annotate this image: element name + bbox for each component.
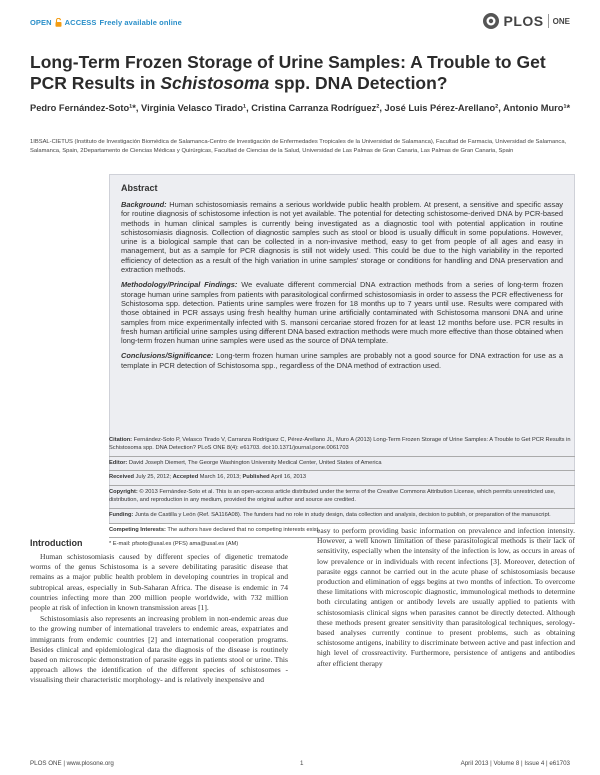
article-title: Long-Term Frozen Storage of Urine Samples: A Trouble to Get PCR Results in Schistosoma spp. DNA Detection?	[30, 52, 546, 93]
page-number: 1	[300, 760, 304, 767]
funding: Funding: Junta de Castilla y León (Ref. SA116A08). The funders had no role in study design, data collection and analysis, decision to publish, or preparation of the manuscript.	[109, 511, 551, 518]
intro-paragraph: Schistosomiasis also represents an increasing problem in non-endemic areas due to the growing number of international travelers to endemic areas, expatriates and immigrants from endemic countries [2] and international cooperation programs. Besides clinical and epidemiological data the diagnosis of the disease is routinely based on microscopic demonstration of parasite eggs in patients stool or urine. This approach allows the identification of the different species of schistosomes -visualising their characteristic morphology- and is relatively inexpensive and	[30, 614, 288, 685]
abstract-background: Background: Human schistosomiasis remains a serious worldwide public health problem. At present, a sensitive and specific assay for routine diagnosis of schistosome infection is not yet available. The potential for detecting schistosome-derived DNA by PCR-based methods in human clinical samples is currently being investigated as a diagnostic tool with potential application in routine schistosomiasis diagnosis. Collection of diagnostic samples such as stool or blood is usually difficult in some populations. However, urine is a biological sample that can be collected in a non-invasive method, easy to get from people of all ages and easy in management, but as a sample for PCR diagnosis is still not widely used. This could be due to the high variability in the reported efficiency of detection as a result of the high variation in urine samples' storage or conditions for handling and DNA preservation and extraction methods.	[121, 200, 563, 275]
divider	[109, 470, 575, 471]
footer-journal: PLOS ONE | www.plosone.org	[30, 760, 114, 767]
intro-column-left	[30, 552, 288, 687]
intro-column-right	[317, 526, 575, 670]
page-footer	[30, 760, 570, 767]
divider	[109, 485, 575, 486]
open-access-word: OPEN	[30, 18, 52, 27]
editor: Editor: David Joseph Diemert, The George Washington University Medical Center, United States of America	[109, 459, 382, 466]
abstract-conclusions: Conclusions/Significance: Long-term frozen human urine samples are probably not a good source for DNA extraction for use as a template in PCR detection of Schistosoma spp., regardless of the DNA method of extraction used.	[121, 351, 563, 370]
author-list: Pedro Fernández-Soto¹*, Virginia Velasco Tirado¹, Cristina Carranza Rodríguez², José Luis Pérez-Arellano², Antonio Muro¹*	[30, 103, 571, 113]
intro-paragraph: Human schistosomiasis caused by different species of digenetic trematode worms of the genus Schistosoma is a severe debilitating parasitic disease that remains as a major public health problem in developing countries in tropical and subtropical areas, especially in Sub-Saharan Africa. The disease is endemic in 74 countries infecting more than 200 million people worldwide, with 732 million people at risk of infection in known transmission areas [1].	[30, 552, 288, 613]
page-header	[30, 10, 570, 38]
abstract-heading: Abstract	[121, 183, 158, 193]
introduction-heading: Introduction	[30, 538, 83, 548]
citation: Citation: Fernández-Soto P, Velasco Tirado V, Carranza Rodríguez C, Pérez-Arellano JL, Muro A (2013) Long-Term Frozen Storage of Urine Samples: A Trouble to Get PCR Results in Schistosoma spp. DNA Detection? PLoS ONE 8(4): e61703. doi:10.1371/journal.pone.0061703	[109, 437, 571, 451]
logo-separator	[548, 14, 549, 28]
contact-email: * E-mail: pfsoto@usal.es (PFS) ama@usal.es (AM)	[109, 541, 239, 548]
plos-logo-icon	[482, 12, 500, 30]
plos-wordmark: PLOS	[503, 13, 544, 29]
divider	[109, 523, 575, 524]
dates: Received July 25, 2012; Accepted March 16, 2013; Published April 16, 2013	[109, 474, 306, 481]
divider	[109, 508, 575, 509]
copyright: Copyright: © 2013 Fernández-Soto et al. This is an open-access article distributed under the terms of the Creative Commons Attribution License, which permits unrestricted use, distribution, and reproduction in any medium, provided the original author and source are credited.	[109, 489, 556, 503]
affiliations: 1IBSAL-CIETUS (Instituto de Investigación Biomédica de Salamanca-Centro de Investigación de Enfermedades Tropicales de la Universidad de Salamanca), Facultad de Farmacia, Universidad de Salamanca, Salamanca, Spain, 2Departamento de Ciencias Médicas y Quirúrgicas, Facultad de Ciencias de la Salud, Universidad de Las Palmas de Gran Canaria, Las Palmas de Gran Canaria, Spain	[30, 139, 567, 154]
one-wordmark: ONE	[552, 16, 570, 26]
open-access-badge	[30, 18, 182, 27]
intro-paragraph: easy to perform providing basic information on prevalence and infection intensity. However, a well known limitation of these parasitological methods is their lack of sensitivity, especially when the intensity of the infection is low, as occurs in areas of low prevalence or in individuals with recent infections [3]. Moreover, detection of parasite eggs cannot be carried out in the acute phase of schistosomiasis because production and elimination of eggs begins at two months of infection. To overcome these limitations with microscopic diagnostic, immunological methods to determine both circulating antigen or antibody levels are usually applied to patients with schistosomiasis clinical signs when parasites cannot be directly detected. Although these methods present greater sensitivity than parasitological techniques, serology-based analyses currently continue to present problems, such as obtaining schistosome antigens, inability to discriminate between active and past infection and high level of crossreactivity. Furthermore, persistence of antigens and antibodies after efficient therapy	[317, 526, 575, 668]
plos-one-logo	[482, 12, 570, 30]
divider	[109, 456, 575, 457]
open-lock-icon	[55, 18, 62, 27]
access-word: ACCESS	[64, 18, 97, 27]
footer-issue: April 2013 | Volume 8 | Issue 4 | e61703	[460, 760, 570, 767]
abstract-methods: Methodology/Principal Findings: We evaluate different commercial DNA extraction methods from a series of long-term frozen storage human urine samples from patients with parasitological confirmed schistosomiasis in order to assess the PCR effectiveness for Schistosoma spp. detection. Patients urine samples were frozen for 18 months up to 7 years until use. Results were compared with those obtained in PCR assays using fresh healthy human urine artificially contaminated with Schistosoma mansoni DNA and urine samples from mice experimentally infected with S. mansoni cercariae stored frozen for at least 12 months before use. PCR results in fresh human artificial urine samples using different DNA based extraction methods were much more effective than those obtained when long-term frozen human urine samples were used as the source of DNA template.	[121, 280, 563, 346]
freely-available-text: Freely available online	[99, 18, 182, 27]
competing-interests: Competing Interests: The authors have declared that no competing interests exist.	[109, 526, 320, 533]
